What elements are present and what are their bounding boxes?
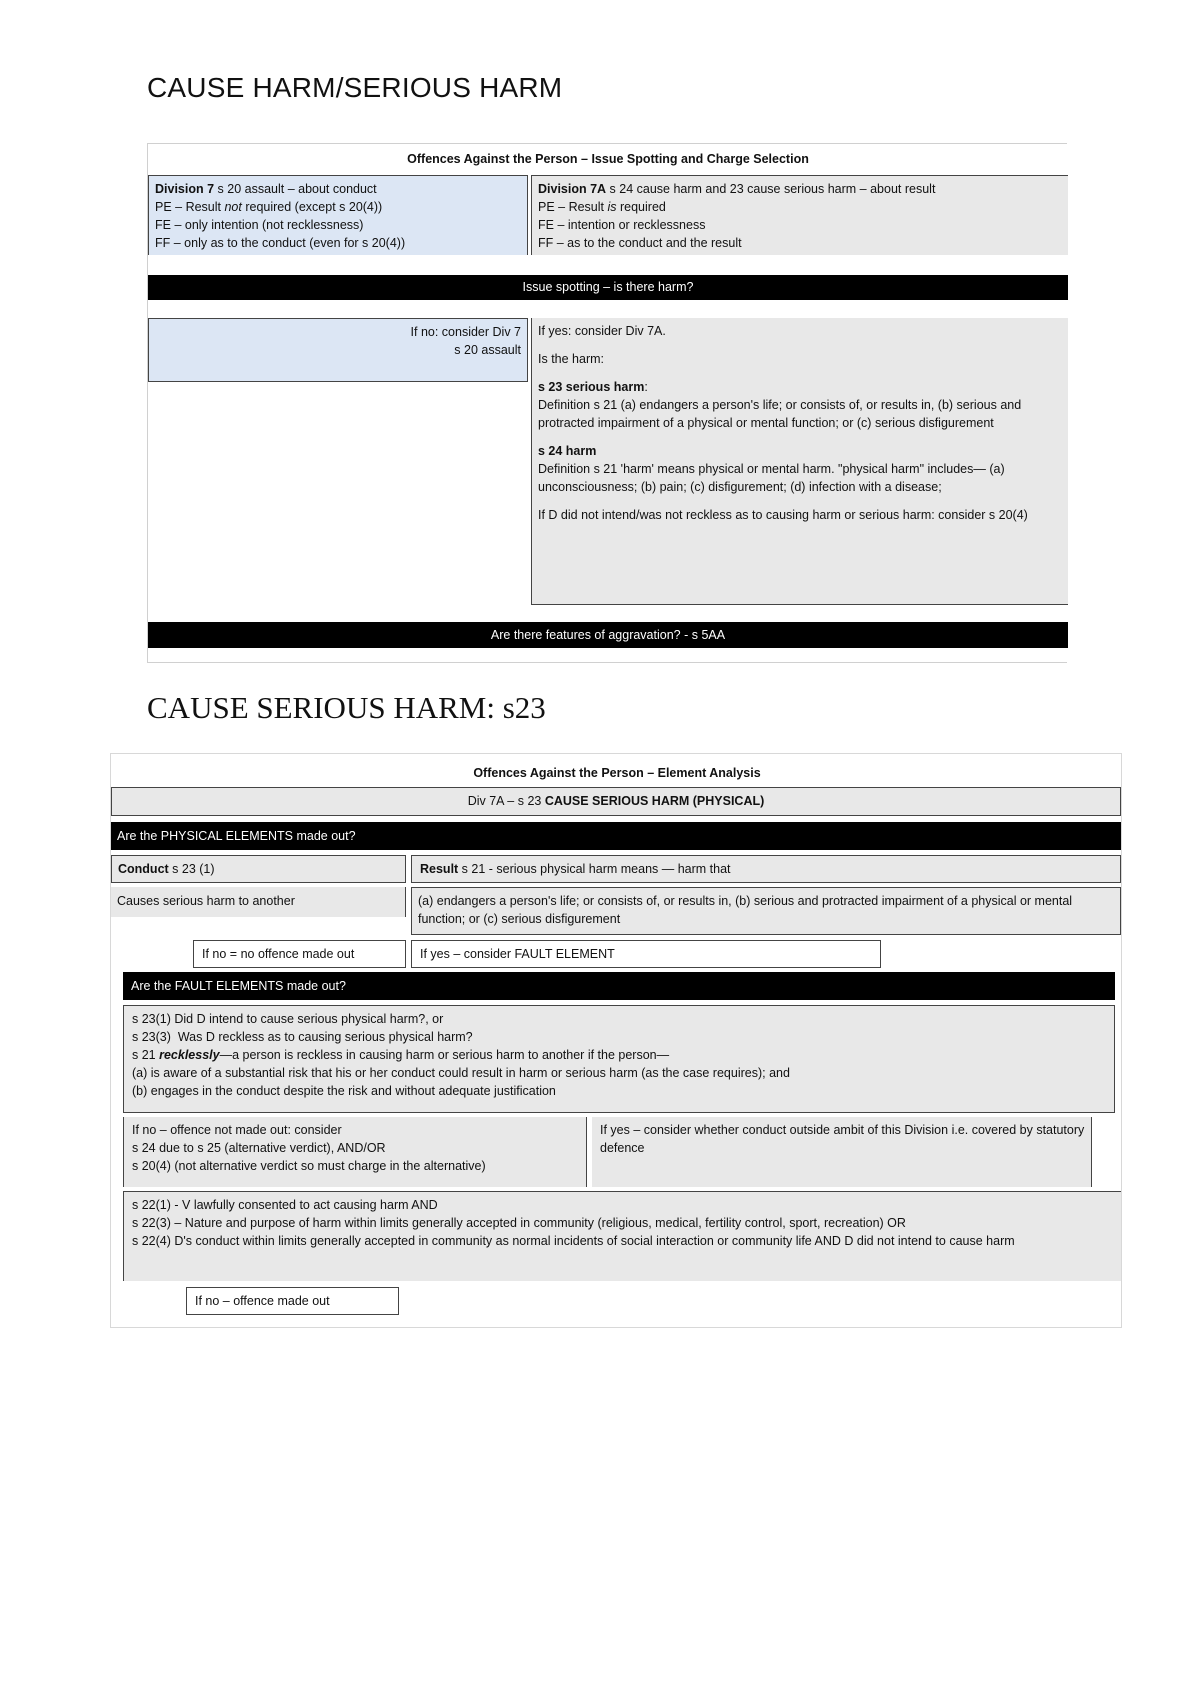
defence-line3: s 22(4) D's conduct within limits generally accepted in community as normal incidents of social interaction or community life AND D did not intend to cause harm [132, 1234, 1015, 1248]
div7a-ff: FF – as to the conduct and the result [538, 236, 742, 250]
issue-spotting-bar: Issue spotting – is there harm? [148, 275, 1068, 300]
if-yes-fault-box: If yes – consider FAULT ELEMENT [411, 940, 881, 968]
subtitle-pre: Div 7A – s 23 [467, 794, 545, 808]
subtitle-bold: CAUSE SERIOUS HARM (PHYSICAL) [544, 794, 765, 808]
fault-elements-bar: Are the FAULT ELEMENTS made out? [123, 972, 1115, 1000]
div7a-pe: PE – Result [538, 200, 608, 214]
section-heading-cause-serious-harm: CAUSE SERIOUS HARM: s23 [147, 690, 546, 725]
fault-line3-recklessly: recklessly [159, 1048, 220, 1062]
fault-line2: s 23(3) Was D reckless as to causing serious physical harm? [132, 1030, 473, 1044]
s24-title: s 24 harm [538, 444, 597, 458]
section-heading-cause-harm: CAUSE HARM/SERIOUS HARM [147, 72, 563, 103]
defence-line2: s 22(3) – Nature and purpose of harm within limits generally accepted in community (religious, medical, fertility control, sport, recreation) OR [132, 1216, 906, 1230]
s24-definition: Definition s 21 'harm' means physical or mental harm. "physical harm" includes— (a) unconsciousness; (b) pain; (c) disfigurement; (d) infection with a disease; [538, 462, 1009, 494]
conduct-header [111, 855, 406, 883]
no-offence-box [123, 1117, 587, 1187]
s23-title: s 23 serious harm [538, 380, 645, 394]
if-no-div7-box [148, 318, 528, 382]
element-analysis-table [110, 753, 1122, 1328]
result-text: (a) endangers a person's life; or consists of, or results in, (b) serious and protracted impairment of a physical or mental function; or (c) serious disfigurement [411, 887, 1121, 935]
div7-title: Division 7 [155, 182, 215, 196]
statutory-defence-box [123, 1191, 1121, 1281]
if-yes-line1: If yes: consider Div 7A. [538, 324, 666, 338]
s23-colon: : [644, 380, 648, 394]
element-table-title: Offences Against the Person – Element Analysis [473, 766, 761, 780]
final-offence-made-out-box: If no – offence made out [186, 1287, 399, 1315]
issue-spotting-table [147, 143, 1067, 663]
div7-title-rest: s 20 assault – about conduct [214, 182, 377, 196]
result-rest: s 21 - serious physical harm means — harm that [458, 862, 731, 876]
fault-line3-post: —a person is reckless in causing harm or serious harm to another if the person— [219, 1048, 670, 1062]
fault-line3-pre: s 21 [132, 1048, 160, 1062]
conduct-text: Causes serious harm to another [111, 887, 406, 917]
no-offence-line1: If no – offence not made out: consider [132, 1123, 342, 1137]
if-no-line1: If no: consider Div 7 [410, 325, 521, 339]
division-7a-box [531, 175, 1068, 255]
div7-pe: PE – Result [155, 200, 225, 214]
s20-4-note: If D did not intend/was not reckless as to causing harm or serious harm: consider s 20(4) [538, 508, 1028, 522]
div7a-pe-post: required [616, 200, 666, 214]
div7a-title-rest: s 24 cause harm and 23 cause serious harm – about result [606, 182, 936, 196]
fault-line4: (a) is aware of a substantial risk that his or her conduct could result in harm or serious harm (as the case requires); and [132, 1066, 790, 1080]
if-no-line2: s 20 assault [454, 343, 521, 357]
div7a-title: Division 7A [538, 182, 607, 196]
s23-definition: Definition s 21 (a) endangers a person's life; or consists of, or results in, (b) serious and protracted impairment of a physical or mental function; or (c) serious disfigurement [538, 398, 1025, 430]
div7a-pe-ital: is [607, 200, 617, 214]
conduct-rest: s 23 (1) [168, 862, 215, 876]
no-offence-line3: s 20(4) (not alternative verdict so must charge in the alternative) [132, 1159, 486, 1173]
div7a-fe: FE – intention or recklessness [538, 218, 706, 232]
div7-pe-ital: not [224, 200, 242, 214]
division-7-box [148, 175, 528, 255]
no-offence-line2: s 24 due to s 25 (alternative verdict), AND/OR [132, 1141, 386, 1155]
defence-line1: s 22(1) - V lawfully consented to act causing harm AND [132, 1198, 438, 1212]
if-yes-div7a-box [531, 318, 1068, 605]
result-header [411, 855, 1121, 883]
physical-elements-bar: Are the PHYSICAL ELEMENTS made out? [111, 822, 1121, 850]
if-yes-line2: Is the harm: [538, 352, 604, 366]
yes-defence-box: If yes – consider whether conduct outside ambit of this Division i.e. covered by statutory defence [592, 1117, 1092, 1187]
fault-line1: s 23(1) Did D intend to cause serious physical harm?, or [132, 1012, 444, 1026]
if-no-no-offence-box: If no = no offence made out [193, 940, 406, 968]
conduct-bold: Conduct [118, 862, 169, 876]
fault-line5: (b) engages in the conduct despite the risk and without adequate justification [132, 1084, 556, 1098]
div7-fe: FE – only intention (not recklessness) [155, 218, 364, 232]
element-table-subtitle [111, 787, 1121, 816]
table-title: Offences Against the Person – Issue Spotting and Charge Selection [407, 152, 809, 166]
div7-ff: FF – only as to the conduct (even for s 20(4)) [155, 236, 406, 250]
fault-elements-box [123, 1005, 1115, 1113]
aggravation-bar: Are there features of aggravation? - s 5AA [148, 622, 1068, 648]
div7-pe-post: required (except s 20(4)) [241, 200, 383, 214]
result-bold: Result [420, 862, 459, 876]
